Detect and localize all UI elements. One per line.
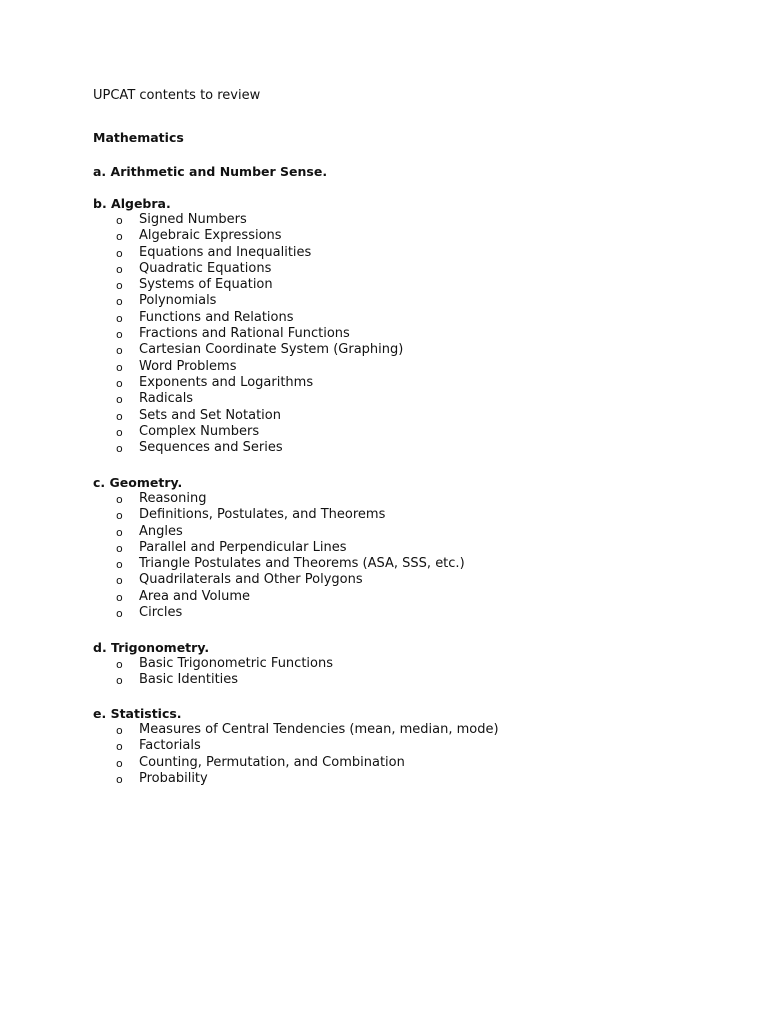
section-arithmetic <box>93 163 693 180</box>
bullet-marker: o <box>116 295 123 309</box>
bullet-marker: o <box>116 724 123 737</box>
topic-label: Basic Trigonometric Functions <box>139 656 333 671</box>
topic-item <box>93 540 693 556</box>
topic-label: Reasoning <box>139 491 207 506</box>
topic-label: Counting, Permutation, and Combination <box>139 754 405 770</box>
topic-label: Triangle Postulates and Theorems (ASA, SSS, etc.) <box>139 556 465 572</box>
topic-label: Polynomials <box>139 293 217 309</box>
topic-item <box>93 293 693 309</box>
topic-list <box>93 491 693 621</box>
topic-label: Probability <box>139 770 208 786</box>
topic-item <box>93 359 693 375</box>
section-geometry <box>93 474 693 621</box>
bullet-marker: o <box>116 311 123 325</box>
bullet-marker: o <box>116 393 123 407</box>
bullet-marker: o <box>116 376 123 390</box>
topic-item <box>93 245 693 261</box>
topic-item <box>93 424 693 440</box>
bullet-marker: o <box>116 493 123 506</box>
topic-item <box>93 722 693 738</box>
topic-item <box>93 310 693 326</box>
bullet-marker: o <box>116 409 123 423</box>
topic-item <box>93 572 693 588</box>
bullet-marker: o <box>116 607 123 621</box>
topic-label: Sets and Set Notation <box>139 407 281 423</box>
topic-label: Factorials <box>139 738 201 754</box>
bullet-marker: o <box>116 674 123 688</box>
topic-label: Fractions and Rational Functions <box>139 326 350 342</box>
bullet-marker: o <box>116 328 123 342</box>
topic-list <box>93 656 693 689</box>
section-heading: b. Algebra. <box>93 196 171 211</box>
topic-label: Signed Numbers <box>139 212 247 227</box>
section-algebra <box>93 195 693 456</box>
bullet-marker: o <box>116 574 123 588</box>
bullet-marker: o <box>116 756 123 770</box>
topic-item <box>93 228 693 244</box>
topic-label: Exponents and Logarithms <box>139 374 314 390</box>
bullet-marker: o <box>116 442 123 456</box>
topic-label: Basic Identities <box>139 672 239 688</box>
topic-label: Radicals <box>139 391 194 407</box>
bullet-marker: o <box>116 658 123 671</box>
topic-item <box>93 656 693 672</box>
topic-item <box>93 507 693 523</box>
topic-label: Quadratic Equations <box>139 260 272 276</box>
bullet-marker: o <box>116 525 123 539</box>
topic-label: Angles <box>139 523 183 539</box>
bullet-marker: o <box>116 740 123 754</box>
section-heading: d. Trigonometry. <box>93 640 210 655</box>
topic-item <box>93 771 693 787</box>
topic-item <box>93 491 693 507</box>
topic-label: Definitions, Postulates, and Theorems <box>139 507 386 523</box>
topic-label: Word Problems <box>139 358 237 374</box>
document-title: UPCAT contents to review <box>93 88 261 103</box>
topic-item <box>93 277 693 293</box>
bullet-marker: o <box>116 425 123 439</box>
topic-item <box>93 440 693 456</box>
topic-label: Sequences and Series <box>139 440 283 456</box>
topic-list <box>93 722 693 787</box>
topic-label: Measures of Central Tendencies (mean, median, mode) <box>139 722 499 737</box>
section-trigonometry <box>93 639 693 689</box>
topic-label: Functions and Relations <box>139 309 294 325</box>
topic-label: Circles <box>139 605 183 621</box>
topic-label: Complex Numbers <box>139 423 260 439</box>
section-heading: c. Geometry. <box>93 475 183 490</box>
topic-item <box>93 524 693 540</box>
bullet-marker: o <box>116 360 123 374</box>
topic-item <box>93 605 693 621</box>
topic-label: Equations and Inequalities <box>139 244 312 260</box>
topic-item <box>93 342 693 358</box>
subject-heading: Mathematics <box>93 130 184 145</box>
topic-item <box>93 212 693 228</box>
bullet-marker: o <box>116 344 123 358</box>
section-heading: e. Statistics. <box>93 706 182 721</box>
topic-list <box>93 212 693 456</box>
section-statistics <box>93 705 693 787</box>
topic-item <box>93 391 693 407</box>
bullet-marker: o <box>116 262 123 276</box>
bullet-marker: o <box>116 214 123 227</box>
topic-item <box>93 375 693 391</box>
topic-label: Systems of Equation <box>139 277 273 293</box>
bullet-marker: o <box>116 246 123 260</box>
bullet-marker: o <box>116 558 123 572</box>
topic-item <box>93 755 693 771</box>
topic-label: Quadrilaterals and Other Polygons <box>139 572 363 588</box>
topic-label: Area and Volume <box>139 588 250 604</box>
bullet-marker: o <box>116 279 123 293</box>
topic-label: Cartesian Coordinate System (Graphing) <box>139 342 404 358</box>
bullet-marker: o <box>116 230 123 244</box>
topic-item <box>93 408 693 424</box>
topic-item <box>93 326 693 342</box>
topic-item <box>93 556 693 572</box>
topic-item <box>93 672 693 688</box>
topic-item <box>93 738 693 754</box>
topic-label: Algebraic Expressions <box>139 228 282 244</box>
bullet-marker: o <box>116 772 123 786</box>
topic-item <box>93 261 693 277</box>
topic-label: Parallel and Perpendicular Lines <box>139 539 347 555</box>
bullet-marker: o <box>116 509 123 523</box>
topic-item <box>93 589 693 605</box>
bullet-marker: o <box>116 590 123 604</box>
bullet-marker: o <box>116 541 123 555</box>
section-heading: a. Arithmetic and Number Sense. <box>93 164 328 179</box>
